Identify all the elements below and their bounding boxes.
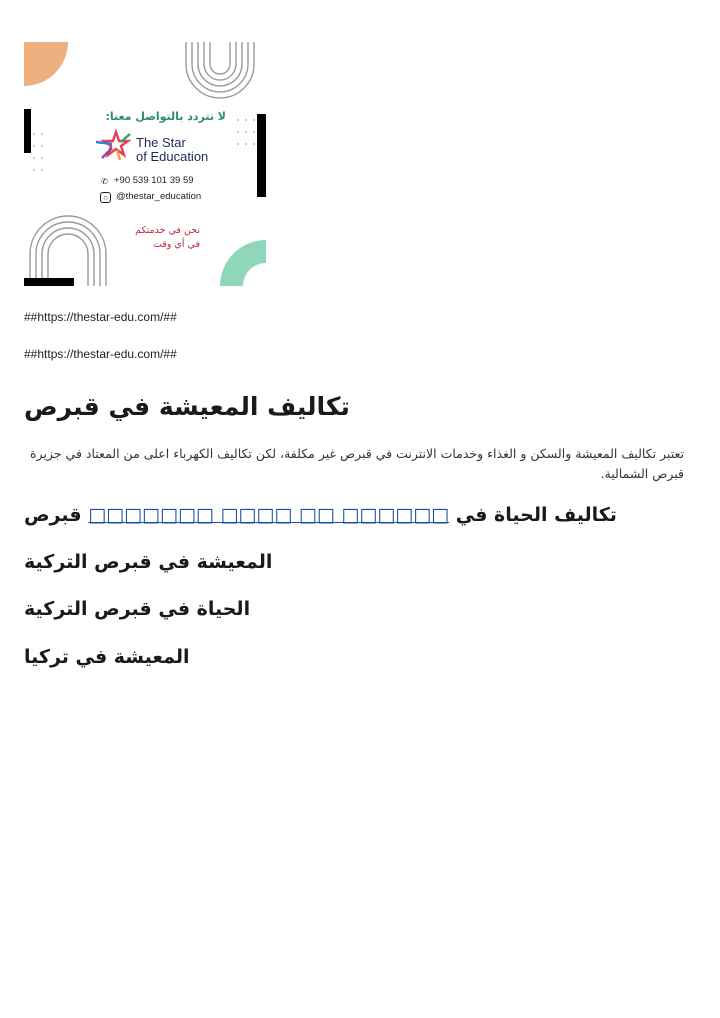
poster-decoration — [24, 42, 266, 286]
heading-text-after: قبرص — [24, 504, 82, 526]
brand-line-2: of Education — [136, 149, 209, 164]
poster-phone — [100, 175, 194, 186]
website-url-1: ##https://thestar-edu.com/## — [24, 310, 177, 324]
heading-living-turkey: المعيشة في تركيا — [24, 646, 190, 668]
heading-living-costs — [24, 504, 617, 526]
intro-paragraph: تعتبر تكاليف المعيشة والسكن و الغذاء وخدمات الانترنت في قبرص غير مكلفة، لكن تكاليف الكهرباء اعلى من المعتاد في جزيرة قبرص الشمالية. — [30, 446, 684, 481]
star-logo-icon — [96, 132, 130, 160]
heading-life-tr-cyprus: الحياة في قبرص التركية — [24, 598, 251, 620]
page-title: تكاليف المعيشة في قبرص — [24, 392, 350, 421]
poster-headline: لا تتردد بالتواصل معنا: — [105, 110, 226, 123]
instagram-icon: ○ — [100, 192, 111, 203]
website-url-2: ##https://thestar-edu.com/## — [24, 347, 177, 361]
poster-tagline-1: نحن في خدمتكم — [135, 225, 200, 236]
phone-icon: ✆ — [101, 177, 108, 186]
poster-brand — [136, 136, 208, 164]
heading-text-before: تكاليف الحياة في — [455, 504, 617, 526]
brand-line-1: The Star — [136, 135, 186, 150]
instagram-handle: @thestar_education — [116, 191, 202, 202]
promo-poster-image — [24, 42, 266, 286]
poster-tagline-2: في أي وقت — [152, 239, 200, 250]
heading-living-tr-cyprus: المعيشة في قبرص التركية — [24, 551, 273, 573]
broken-glyph-link[interactable]: □□□□□□ □□ □□□□ □□□□□□□ — [88, 504, 450, 526]
poster-instagram — [100, 191, 201, 203]
phone-number: +90 539 101 39 59 — [114, 175, 194, 186]
